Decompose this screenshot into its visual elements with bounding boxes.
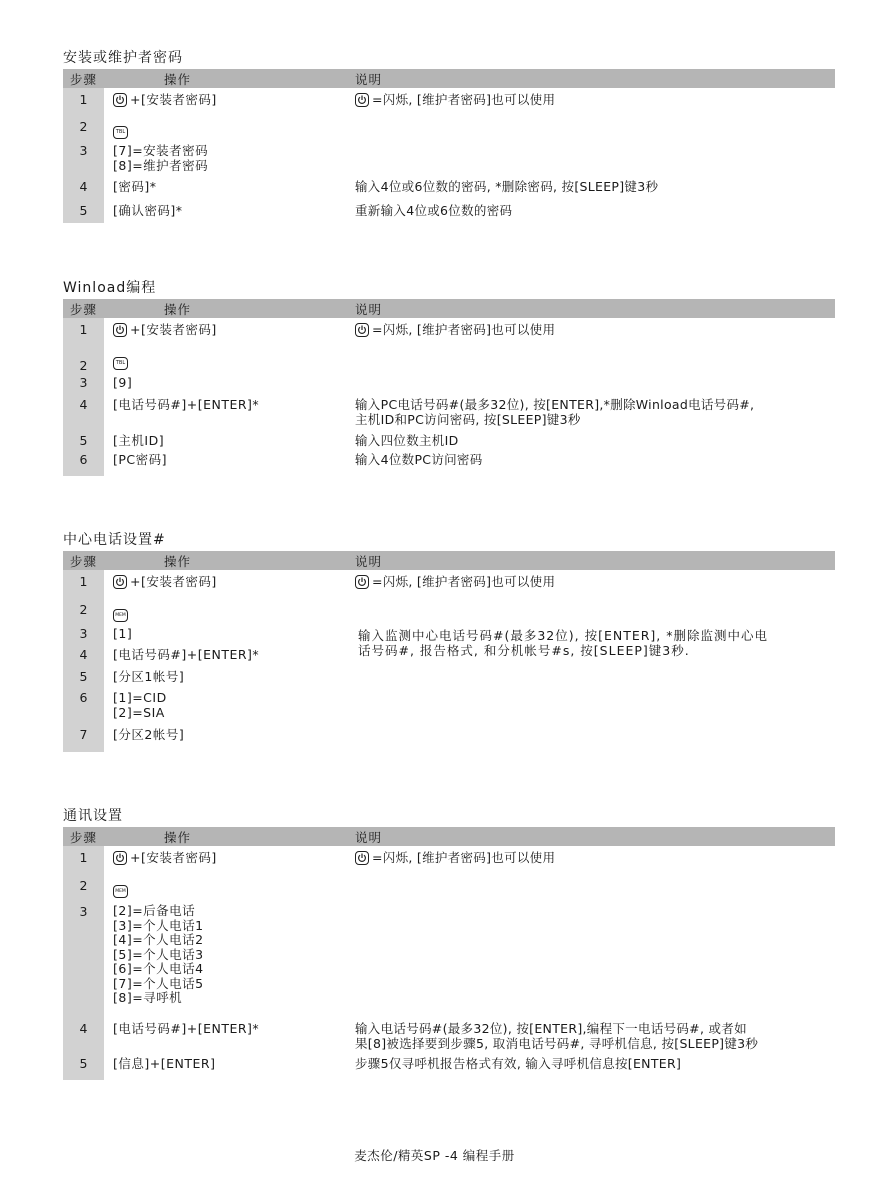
description-text: 话号码#, 报告格式, 和分机帐号#s, 按[SLEEP]键3秒. (358, 643, 690, 658)
operation-text: [6]=个人电话4 (113, 961, 204, 976)
description-text: =闪烁, [维护者密码]也可以使用 (372, 322, 556, 337)
steps-table (63, 827, 835, 1080)
table-row (63, 450, 835, 476)
steps-table (63, 299, 835, 476)
operation-text: [1] (113, 626, 133, 641)
operation-text: [2]=SIA (113, 705, 165, 720)
table-header (63, 69, 835, 88)
header-step: 步骤 (63, 827, 104, 846)
step-number: 3 (63, 900, 104, 1017)
power-icon (355, 93, 369, 107)
power-icon (113, 575, 127, 589)
operation-text: [主机ID] (113, 433, 165, 448)
step-number: 3 (63, 622, 104, 643)
operation-text: +[安装者密码] (130, 574, 217, 589)
step-number: 2 (63, 115, 104, 139)
step-number: 6 (63, 450, 104, 476)
table-row (63, 686, 835, 722)
steps-table (63, 69, 835, 223)
header-operation: 操作 (104, 551, 345, 570)
description-text: 输入PC电话号码#(最多32位), 按[ENTER],*删除Winload电话号码#, (355, 397, 755, 412)
step-number: 5 (63, 1054, 104, 1080)
operation-text: [PC密码] (113, 452, 168, 467)
table-row (63, 722, 835, 752)
operation-text: [密码]* (113, 179, 157, 194)
header-operation: 操作 (104, 299, 345, 318)
operation-text: +[安装者密码] (130, 92, 217, 107)
operation-text: [确认密码]* (113, 203, 183, 218)
header-description: 说明 (345, 551, 835, 570)
tbl-key-icon: TBL (113, 357, 128, 370)
description-text: =闪烁, [维护者密码]也可以使用 (372, 92, 556, 107)
operation-text: [8]=维护者密码 (113, 158, 209, 173)
description-text: 输入监测中心电话号码#(最多32位), 按[ENTER], *删除监测中心电 (358, 628, 768, 643)
step-number: 4 (63, 643, 104, 665)
description-text: =闪烁, [维护者密码]也可以使用 (372, 574, 556, 589)
header-description: 说明 (345, 827, 835, 846)
power-icon (355, 851, 369, 865)
header-operation: 操作 (104, 827, 345, 846)
table-row (63, 846, 835, 874)
section-title: 通讯设置 (63, 808, 123, 824)
operation-text: [电话号码#]+[ENTER]* (113, 1021, 260, 1036)
operation-text: [8]=寻呼机 (113, 990, 183, 1005)
step-number: 1 (63, 846, 104, 874)
operation-text: [分区1帐号] (113, 669, 185, 684)
table-header (63, 299, 835, 318)
description-text: 果[8]被选择要到步骤5, 取消电话号码#, 寻呼机信息, 按[SLEEP]键3秒 (355, 1036, 759, 1051)
step-number: 2 (79, 358, 88, 373)
mem-key-icon: MEM (113, 609, 128, 622)
header-description: 说明 (345, 299, 835, 318)
description-text: 输入4位数PC访问密码 (355, 452, 483, 467)
operation-text: +[安装者密码] (130, 850, 217, 865)
table-row (63, 393, 835, 431)
operation-text: [电话号码#]+[ENTER]* (113, 397, 260, 412)
header-step: 步骤 (63, 551, 104, 570)
description-text: 重新输入4位或6位数的密码 (355, 203, 513, 218)
step-number: 2 (63, 874, 104, 900)
step-number: 3 (63, 139, 104, 175)
operation-text: [1]=CID (113, 690, 167, 705)
table-row (63, 115, 835, 139)
header-step: 步骤 (63, 69, 104, 88)
power-icon (113, 851, 127, 865)
table-row (63, 318, 835, 346)
operation-text: [分区2帐号] (113, 727, 185, 742)
header-description: 说明 (345, 69, 835, 88)
table-row (63, 431, 835, 450)
section-title: 安装或维护者密码 (63, 50, 183, 66)
step-number: 5 (63, 431, 104, 450)
page-footer: 麦杰伦/精英SP -4 编程手册 (354, 1148, 515, 1163)
operation-text: [4]=个人电话2 (113, 932, 204, 947)
operation-text: [7]=个人电话5 (113, 975, 204, 991)
table-row (63, 175, 835, 199)
operation-text: [5]=个人电话3 (113, 946, 204, 962)
table-row (63, 622, 835, 643)
power-icon (113, 93, 127, 107)
section-title: 中心电话设置# (63, 532, 166, 548)
step-number: 2 (63, 598, 104, 622)
step-number: 6 (63, 686, 104, 722)
table-row (63, 346, 835, 373)
description-text: 输入4位或6位数的密码, *删除密码, 按[SLEEP]键3秒 (355, 179, 659, 194)
mem-key-icon: MEM (113, 885, 128, 898)
power-icon (113, 323, 127, 337)
table-row (63, 598, 835, 622)
description-text: =闪烁, [维护者密码]也可以使用 (372, 850, 556, 865)
step-number: 7 (63, 722, 104, 752)
operation-text: [9] (113, 375, 133, 390)
table-row (63, 88, 835, 115)
table-row (63, 373, 835, 393)
step-number: 3 (63, 373, 104, 393)
table-row (63, 1054, 835, 1080)
section-title: Winload编程 (63, 280, 157, 296)
description-text: 步骤5仅寻呼机报告格式有效, 输入寻呼机信息按[ENTER] (355, 1056, 682, 1071)
step-number: 1 (63, 570, 104, 598)
table-header (63, 827, 835, 846)
table-header (63, 551, 835, 570)
table-row (63, 199, 835, 223)
description-text: 主机ID和PC访问密码, 按[SLEEP]键3秒 (355, 412, 581, 427)
step-number: 4 (63, 175, 104, 199)
table-row (63, 874, 835, 900)
step-number: 5 (63, 199, 104, 223)
step-number: 1 (63, 88, 104, 115)
table-row (63, 665, 835, 686)
operation-text: [2]=后备电话 (113, 903, 196, 918)
step-number: 5 (63, 665, 104, 686)
operation-text: [7]=安装者密码 (113, 143, 209, 158)
table-row (63, 139, 835, 175)
step-number: 4 (63, 1017, 104, 1054)
description-text: 输入四位数主机ID (355, 433, 459, 448)
step-number: 1 (63, 318, 104, 346)
table-row (63, 1017, 835, 1054)
power-icon (355, 323, 369, 337)
header-operation: 操作 (104, 69, 345, 88)
header-step: 步骤 (63, 299, 104, 318)
power-icon (355, 575, 369, 589)
operation-text: [信息]+[ENTER] (113, 1056, 216, 1071)
operation-text: [电话号码#]+[ENTER]* (113, 647, 260, 662)
description-text: 输入电话号码#(最多32位), 按[ENTER],编程下一电话号码#, 或者如 (355, 1021, 747, 1036)
table-row (63, 570, 835, 598)
operation-text: [3]=个人电话1 (113, 917, 204, 933)
step-number: 4 (63, 393, 104, 431)
steps-table (63, 551, 835, 752)
tbl-key-icon: TBL (113, 126, 128, 139)
table-row (63, 900, 835, 1017)
operation-text: +[安装者密码] (130, 322, 217, 337)
